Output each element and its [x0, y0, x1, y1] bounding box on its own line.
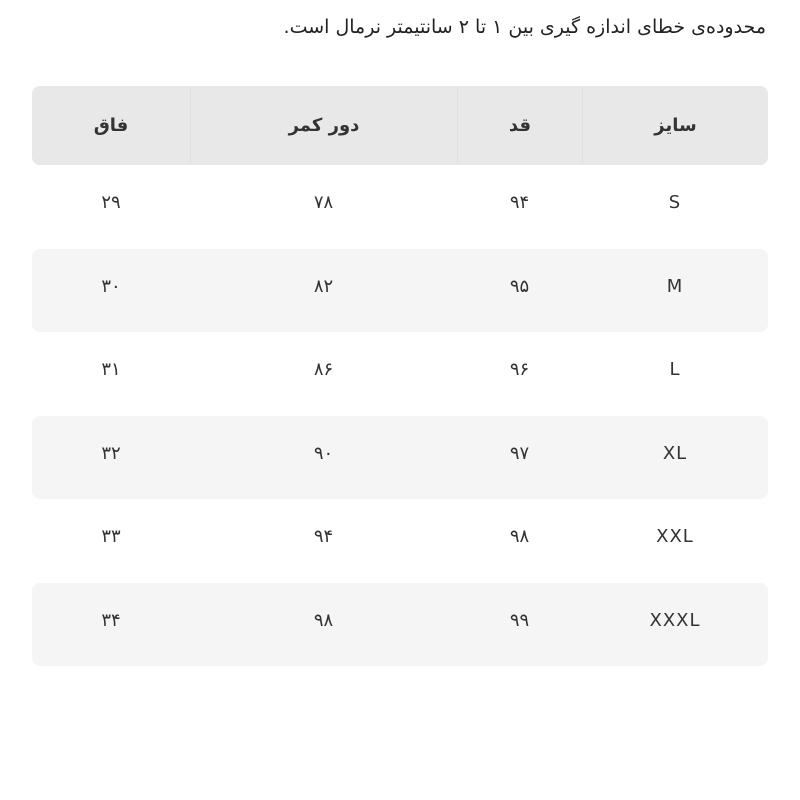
table-row	[32, 583, 768, 667]
size-table	[32, 86, 768, 666]
cell-rise: ۳۳	[101, 526, 121, 548]
cell-rise: ۳۲	[101, 442, 121, 464]
cell-waist: ۸۲	[313, 275, 334, 297]
table-row	[32, 165, 768, 249]
table-header	[32, 86, 768, 165]
cell-waist: ۷۸	[313, 192, 334, 214]
table-row	[32, 249, 768, 333]
cell-size: XL	[662, 442, 688, 464]
cell-waist: ۹۰	[313, 442, 334, 464]
cell-rise: ۳۰	[101, 275, 121, 297]
header-waist: دور کمر	[190, 86, 457, 165]
cell-height: ۹۵	[509, 275, 530, 297]
cell-size: XXL	[656, 526, 694, 548]
cell-height: ۹۹	[509, 609, 530, 631]
cell-rise: ۳۱	[101, 359, 121, 381]
cell-waist: ۹۸	[313, 609, 334, 631]
cell-waist: ۹۴	[313, 526, 334, 548]
table-row	[32, 499, 768, 583]
cell-height: ۹۸	[509, 526, 530, 548]
measurement-error-note: محدوده‌ی خطای اندازه گیری بین ۱ تا ۲ سانتیمتر نرمال است.	[283, 16, 766, 38]
cell-rise: ۲۹	[101, 192, 121, 214]
cell-height: ۹۴	[509, 192, 530, 214]
cell-size: L	[669, 359, 681, 381]
cell-size: XXXL	[649, 609, 701, 631]
header-rise: فاق	[93, 115, 129, 136]
table-row	[32, 332, 768, 416]
table-row	[32, 416, 768, 500]
cell-rise: ۳۴	[101, 609, 121, 631]
header-height: قد	[457, 86, 582, 165]
cell-waist: ۸۶	[313, 359, 334, 381]
cell-size: S	[668, 192, 682, 214]
cell-height: ۹۷	[509, 442, 530, 464]
header-size: سایز	[582, 86, 768, 165]
cell-height: ۹۶	[509, 359, 530, 381]
cell-size: M	[666, 275, 684, 297]
